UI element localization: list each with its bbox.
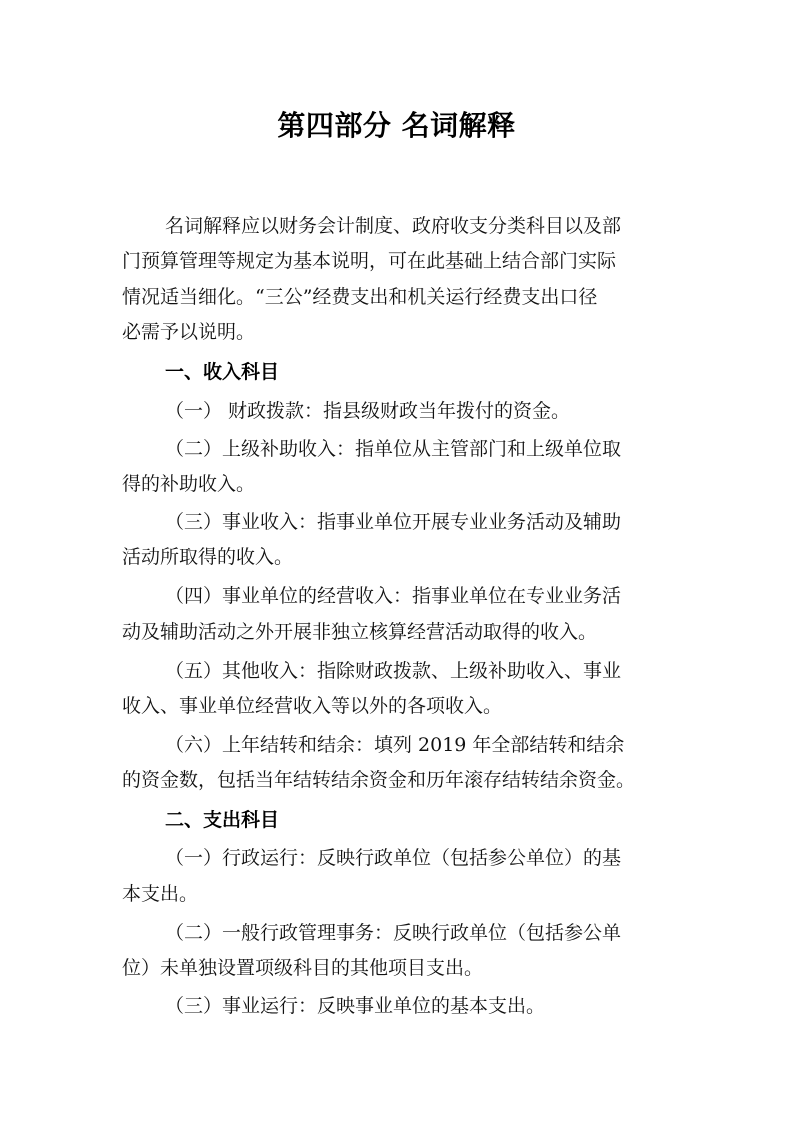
page-title: 第四部分 名词解释 — [277, 109, 516, 142]
income-item-4-line-2: 动及辅助活动之外开展非独立核算经营活动取得的收入。 — [122, 621, 598, 643]
expenditure-item-2-line-1: （二）一般行政管理事务：反映行政单位（包括参公单 — [165, 922, 622, 944]
expenditure-item-1-line-1: （一）行政运行：反映行政单位（包括参公单位）的基 — [165, 847, 622, 869]
section-heading-income: 一、收入科目 — [165, 361, 280, 383]
income-item-3-line-2: 活动所取得的收入。 — [122, 546, 294, 568]
income-item-1: （一） 财政拨款：指县级财政当年拨付的资金。 — [165, 400, 571, 422]
expenditure-item-1-line-2: 本支出。 — [122, 883, 199, 905]
intro-line-3: 情况适当细化。“三公”经费支出和机关运行经费支出口径 — [122, 286, 598, 308]
income-item-2-line-1: （二）上级补助收入：指单位从主管部门和上级单位取 — [165, 438, 622, 460]
income-item-2-line-2: 得的补助收入。 — [122, 473, 256, 495]
income-item-4-line-1: （四）事业单位的经营收入：指事业单位在专业业务活 — [165, 585, 622, 607]
income-item-6-line-1: （六）上年结转和结余：填列 2019 年全部结转和结余 — [165, 734, 625, 756]
section-heading-expenditure: 二、支出科目 — [165, 809, 280, 831]
income-item-6-line-2: 的资金数，包括当年结转结余资金和历年滚存结转结余资金。 — [122, 769, 636, 791]
income-item-3-line-1: （三）事业收入：指事业单位开展专业业务活动及辅助 — [165, 511, 622, 533]
intro-line-4: 必需予以说明。 — [122, 321, 256, 343]
intro-line-2: 门预算管理等规定为基本说明，可在此基础上结合部门实际 — [122, 250, 617, 272]
income-item-5-line-1: （五）其他收入：指除财政拨款、上级补助收入、事业 — [165, 660, 622, 682]
intro-line-1: 名词解释应以财务会计制度、政府收支分类科目以及部 — [165, 215, 622, 237]
expenditure-item-3: （三）事业运行：反映事业单位的基本支出。 — [165, 995, 546, 1017]
expenditure-item-2-line-2: 位）未单独设置项级科目的其他项目支出。 — [122, 957, 484, 979]
income-item-5-line-2: 收入、事业单位经营收入等以外的各项收入。 — [122, 695, 503, 717]
